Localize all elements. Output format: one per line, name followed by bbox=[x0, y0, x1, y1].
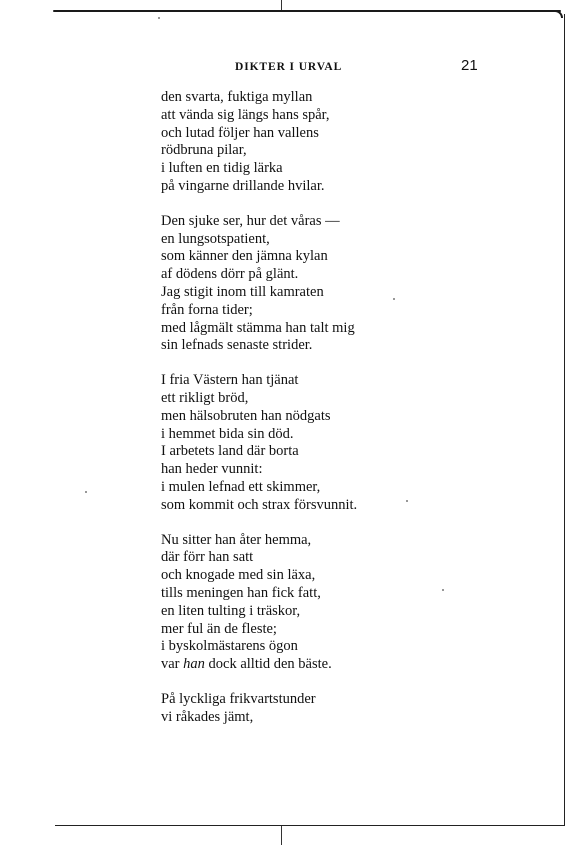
stanza bbox=[161, 532, 431, 674]
stanza bbox=[161, 89, 431, 196]
poem-line: sin lefnads senaste strider. bbox=[161, 337, 313, 354]
poem-line: i mulen lefnad ett skimmer, bbox=[161, 478, 321, 495]
bottom-center-mark bbox=[281, 826, 282, 845]
poem-line: i luften en tidig lärka bbox=[161, 160, 283, 177]
poem-line: en lungsotspatient, bbox=[161, 230, 270, 247]
page-number: 21 bbox=[461, 57, 478, 74]
print-speck bbox=[442, 589, 444, 591]
poem-line: som känner den jämna kylan bbox=[161, 248, 328, 265]
top-center-mark bbox=[281, 0, 282, 10]
line-text-before: var bbox=[161, 656, 184, 673]
stanza bbox=[161, 372, 431, 514]
print-speck bbox=[85, 491, 87, 493]
bottom-rule bbox=[55, 825, 565, 826]
line-text-after: dock alltid den bäste. bbox=[204, 656, 332, 673]
poem-line: I fria Västern han tjänat bbox=[161, 372, 299, 389]
right-margin-rule bbox=[564, 14, 565, 826]
poem-line: På lyckliga frikvartstunder bbox=[161, 690, 316, 707]
poem-line: att vända sig längs hans spår, bbox=[161, 106, 330, 123]
poem-line: i byskolmästarens ögon bbox=[161, 638, 298, 655]
print-speck bbox=[158, 17, 160, 19]
poem-line: I arbetets land där borta bbox=[161, 443, 299, 460]
line-text-italic: han bbox=[183, 656, 205, 673]
poem-body bbox=[161, 89, 431, 727]
poem-line: han heder vunnit: bbox=[161, 461, 263, 478]
poem-line: mer ful än de fleste; bbox=[161, 620, 277, 637]
stanza bbox=[161, 691, 431, 727]
poem-line: där förr han satt bbox=[161, 549, 254, 566]
poem-line: af dödens dörr på glänt. bbox=[161, 266, 299, 283]
stanza bbox=[161, 213, 431, 355]
poem-line: Nu sitter han åter hemma, bbox=[161, 531, 312, 548]
poem-line: vi råkades jämt, bbox=[161, 708, 254, 725]
poem-line: som kommit och strax försvunnit. bbox=[161, 496, 358, 513]
poem-line: med lågmält stämma han talt mig bbox=[161, 319, 355, 336]
poem-line: rödbruna pilar, bbox=[161, 142, 247, 159]
poem-line: Jag stigit inom till kamraten bbox=[161, 283, 324, 300]
poem-line: och lutad följer han vallens bbox=[161, 124, 319, 141]
poem-line: den svarta, fuktiga myllan bbox=[161, 89, 313, 105]
poem-line: i hemmet bida sin död. bbox=[161, 425, 294, 442]
poem-line: och knogade med sin läxa, bbox=[161, 567, 316, 584]
poem-line-emphasis bbox=[161, 656, 431, 674]
poem-line: tills meningen han fick fatt, bbox=[161, 584, 321, 601]
poem-line: på vingarne drillande hvilar. bbox=[161, 177, 325, 194]
poem-line: Den sjuke ser, hur det våras — bbox=[161, 212, 340, 229]
top-rule bbox=[53, 10, 561, 12]
poem-line: men hälsobruten han nödgats bbox=[161, 407, 331, 424]
poem-line: från forna tider; bbox=[161, 301, 253, 318]
running-head: DIKTER I URVAL bbox=[235, 61, 343, 73]
poem-line: en liten tulting i träskor, bbox=[161, 602, 301, 619]
poem-line: ett rikligt bröd, bbox=[161, 389, 249, 406]
